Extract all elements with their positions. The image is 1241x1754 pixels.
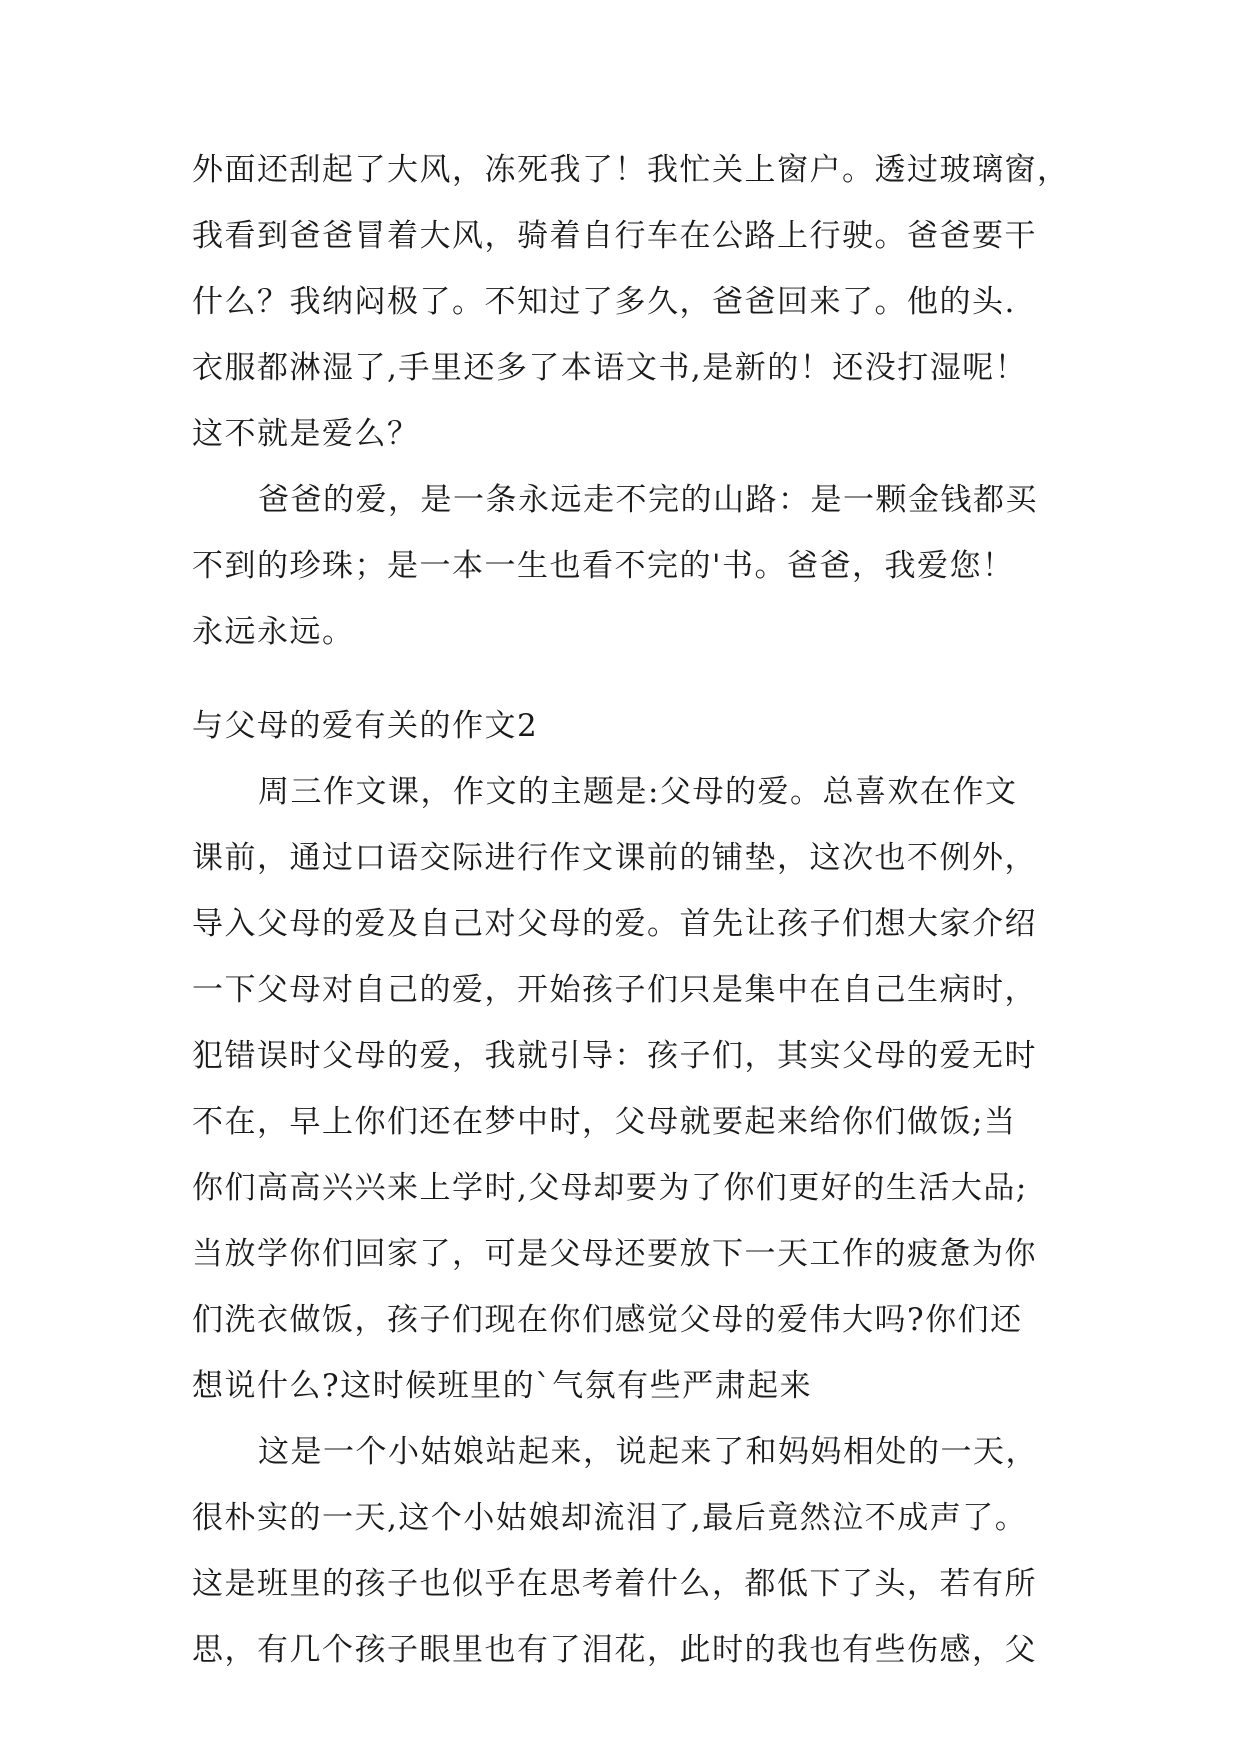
paragraph-2-line-1: 爸爸的爱，是一条永远走不完的山路：是一颗金钱都买 <box>258 482 1038 518</box>
paragraph-3-line-9: 们洗衣做饭，孩子们现在你们感觉父母的爱伟大吗?你们还 <box>192 1302 1023 1338</box>
paragraph-1-line-4: 衣服都淋湿了,手里还多了本语文书,是新的！还没打湿呢！ <box>192 350 1028 386</box>
paragraph-4-line-3: 这是班里的孩子也似乎在思考着什么，都低下了头，若有所 <box>192 1566 1037 1602</box>
paragraph-1-line-5: 这不就是爱么？ <box>192 416 420 452</box>
paragraph-3-line-10: 想说什么?这时候班里的`气氛有些严肃起来 <box>192 1368 813 1404</box>
paragraph-4-line-4: 思，有几个孩子眼里也有了泪花，此时的我也有些伤感，父 <box>192 1632 1037 1668</box>
paragraph-2-line-2: 不到的珍珠；是一本一生也看不完的'书。爸爸，我爱您！ <box>192 548 1015 584</box>
paragraph-3-line-1: 周三作文课，作文的主题是:父母的爱。总喜欢在作文 <box>258 774 1018 810</box>
paragraph-4-line-1: 这是一个小姑娘站起来，说起来了和妈妈相处的一天， <box>258 1434 1038 1470</box>
paragraph-3-line-4: 一下父母对自己的爱，开始孩子们只是集中在自己生病时， <box>192 972 1037 1008</box>
paragraph-1-line-1: 外面还刮起了大风，冻死我了！我忙关上窗户。透过玻璃窗， <box>192 152 1070 188</box>
paragraph-3-line-3: 导入父母的爱及自己对父母的爱。首先让孩子们想大家介绍 <box>192 906 1037 942</box>
paragraph-4-line-2: 很朴实的一天,这个小姑娘却流泪了,最后竟然泣不成声了。 <box>192 1500 1028 1536</box>
section-title: 与父母的爱有关的作文2 <box>192 708 539 744</box>
paragraph-3-line-8: 当放学你们回家了，可是父母还要放下一天工作的疲惫为你 <box>192 1236 1037 1272</box>
paragraph-2-line-3: 永远永远。 <box>192 614 355 650</box>
paragraph-3-line-6: 不在，早上你们还在梦中时，父母就要起来给你们做饭;当 <box>192 1104 1017 1140</box>
paragraph-1-line-2: 我看到爸爸冒着大风，骑着自行车在公路上行驶。爸爸要干 <box>192 218 1037 254</box>
paragraph-3-line-5: 犯错误时父母的爱，我就引导：孩子们，其实父母的爱无时 <box>192 1038 1037 1074</box>
paragraph-3-line-7: 你们高高兴兴来上学时,父母却要为了你们更好的生活大品; <box>192 1170 1028 1206</box>
paragraph-1-line-3: 什么？我纳闷极了。不知过了多久，爸爸回来了。他的头. <box>192 284 1016 320</box>
paragraph-3-line-2: 课前，通过口语交际进行作文课前的铺垫，这次也不例外， <box>192 840 1037 876</box>
